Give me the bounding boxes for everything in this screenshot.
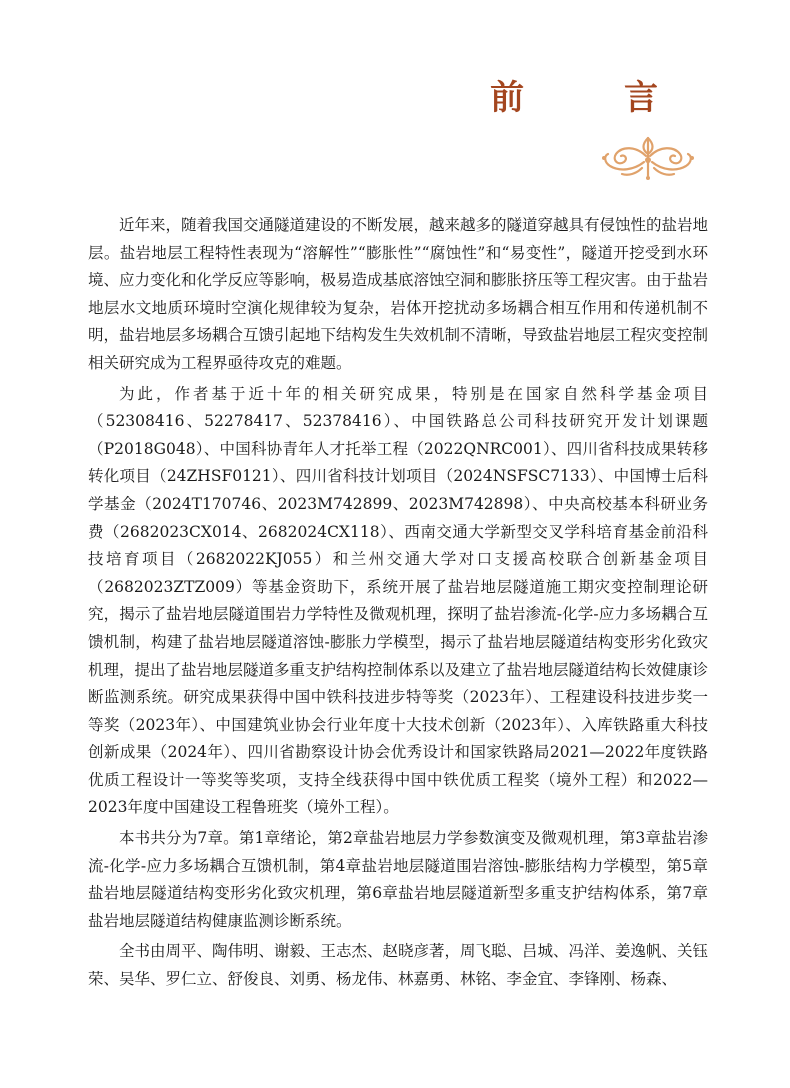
page-title: 前 言 — [490, 78, 702, 118]
floral-ornament-icon — [598, 132, 698, 182]
paragraph: 全书由周平、陶伟明、谢毅、王志杰、赵晓彦著，周飞聪、吕城、冯洋、姜逸帆、关钰荣、吴华、罗仁立、舒俊良、刘勇、杨龙伟、林嘉勇、林铭、李金宜、李锋刚、杨森、 — [88, 942, 709, 989]
paragraph: 为此，作者基于近十年的相关研究成果，特别是在国家自然科学基金项目（52308416、52278417、52378416）、中国铁路总公司科技研究开发计划课题（P2018G048）、中国科协青年人才托举工程（2022QNRC001）、四川省科技成果转移转化项目（24ZHSF0121）、四川省科技计划项目（2024NSFSC7133）、中国博士后科学基金（2024T170746、2023M742899、2023M742898）、中央高校基本科研业务费（2682023CX014、2682024CX118）、西南交通大学新型交叉学科培育基金前沿科技培育项目（2682022KJ055）和兰州交通大学对口支援高校联合创新基金项目（2682023ZTZ009）等基金资助下，系统开展了盐岩地层隧道施工期灾变控制理论研究，揭示了盐岩地层隧道围岩力学特性及微观机理，探明了盐岩渗流-化学-应力多场耦合互馈机制，构建了盐岩地层隧道溶蚀-膨胀力学模型，揭示了盐岩地层隧道结构变形劣化致灾机理，提出了盐岩地层隧道多重支护结构控制体系以及建立了盐岩地层隧道结构长效健康诊断监测系统。研究成果获得中国中铁科技进步特等奖（2023年）、工程建设科技进步奖一等奖（2023年）、中国建筑业协会行业年度十大技术创新（2023年）、入库铁路重大科技创新成果（2024年）、四川省勘察设计协会优秀设计和国家铁路局2021—2022年度铁路优质工程设计一等奖等奖项，支持全线获得中国中铁优质工程奖（境外工程）和2022—2023年度中国建设工程鲁班奖（境外工程）。 — [88, 384, 709, 817]
paragraph: 近年来，随着我国交通隧道建设的不断发展，越来越多的隧道穿越具有侵蚀性的盐岩地层。盐岩地层工程特性表现为“溶解性”“膨胀性”“腐蚀性”和“易变性”，隧道开挖受到水环境、应力变化和化学反应等影响，极易造成基底溶蚀空洞和膨胀挤压等工程灾害。由于盐岩地层水文地质环境时空演化规律较为复杂，岩体开挖扰动多场耦合相互作用和传递机制不明，盐岩地层多场耦合互馈引起地下结构发生失效机制不清晰，导致盐岩地层工程灾变控制相关研究成为工程界亟待攻克的难题。 — [88, 216, 709, 372]
preface-body — [88, 212, 708, 997]
paragraph: 本书共分为7章。第1章绪论，第2章盐岩地层力学参数演变及微观机理，第3章盐岩渗流-化学-应力多场耦合互馈机制，第4章盐岩地层隧道围岩溶蚀-膨胀结构力学模型，第5章盐岩地层隧道结构变形劣化致灾机理，第6章盐岩地层隧道新型多重支护结构体系，第7章盐岩地层隧道结构健康监测诊断系统。 — [88, 829, 708, 930]
